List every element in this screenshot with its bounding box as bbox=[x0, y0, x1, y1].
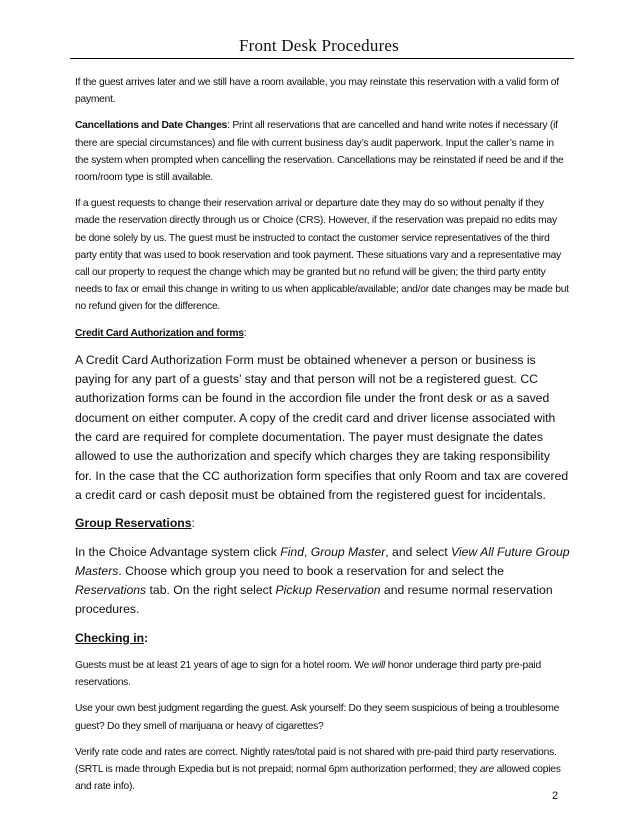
page-title: Front Desk Procedures bbox=[238, 36, 399, 55]
reservations-term: Reservations bbox=[75, 583, 147, 598]
document-body bbox=[75, 74, 570, 795]
group-heading-line bbox=[75, 514, 570, 533]
find-menu-term: Find bbox=[280, 544, 304, 559]
age-text-1: Guests must be at least 21 years of age to sign for a hotel room. We bbox=[75, 660, 372, 671]
cancellations-text: : Print all reservations that are cancelled and hand write notes if necessary (if there are special circumstances) and file with current business day’s audit paperwork. Input the caller’s name in the system when prompted when cancelling the reservation. Cancellations may be reinstated if need be and if the room/room type is still available. bbox=[75, 120, 564, 184]
credit-card-heading-line bbox=[75, 325, 570, 342]
credit-card-colon: : bbox=[243, 327, 247, 339]
group-text-2: , bbox=[303, 544, 311, 559]
rates-text-1: Verify rate code and rates are correct. Nightly rates/total paid is not shared with pre-paid third party reservations. (SRTL is made through Expedia but is not prepaid; normal 6pm authorization performed; they bbox=[75, 746, 557, 776]
view-all-term: View All Future Group Masters bbox=[75, 544, 570, 578]
page-number: 2 bbox=[552, 790, 559, 802]
header-rule bbox=[70, 58, 574, 59]
credit-card-heading: Credit Card Authorization and forms bbox=[75, 327, 244, 339]
cancellations-paragraph bbox=[75, 117, 570, 186]
checking-heading: Checking in bbox=[75, 630, 145, 645]
credit-card-paragraph: A Credit Card Authorization Form must be obtained whenever a person or business is paying for any part of a guests’ stay and that person will not be a registered guest. CC authorization forms can be found in the accordion file under the front desk or as a saved document on either computer. A copy of the credit card and driver license associated with the card are required for complete documentation. The payer must designate the dates allowed to use the authorization and specify which charges they are taking responsibility for. In the case that the CC authorization form specifies that only Room and tax are covered a credit card or cash deposit must be obtained from the registered guest for incidentals. bbox=[75, 352, 569, 502]
judgment-paragraph: Use your own best judgment regarding the guest. Ask yourself: Do they seem suspicious of being a troublesome guest? Do they smell of marijuana or heavy of cigarettes? bbox=[75, 703, 560, 732]
group-heading: Group Reservations bbox=[75, 516, 192, 531]
are-emphasis: are bbox=[479, 764, 494, 776]
group-text-6: and resume normal reservation procedures. bbox=[75, 583, 553, 617]
rates-text-2: allowed copies and rate info). bbox=[75, 764, 561, 793]
group-master-term: Group Master bbox=[310, 544, 386, 559]
pickup-reservation-term: Pickup Reservation bbox=[275, 583, 381, 598]
cancellations-heading: Cancellations and Date Changes bbox=[75, 120, 228, 132]
reinstate-paragraph: If the guest arrives later and we still have a room available, you may reinstate this reservation with a valid form of payment. bbox=[75, 77, 559, 106]
checking-colon: : bbox=[144, 630, 149, 645]
age-text-2: honor underage third party pre-paid reservations. bbox=[75, 660, 541, 689]
group-paragraph bbox=[75, 543, 570, 620]
group-text-1: In the Choice Advantage system click bbox=[75, 544, 281, 559]
age-paragraph bbox=[75, 657, 570, 691]
group-text-3: , and select bbox=[385, 544, 451, 559]
group-colon: : bbox=[191, 516, 195, 531]
rates-paragraph bbox=[75, 744, 570, 796]
will-emphasis: will bbox=[371, 660, 386, 671]
group-text-4: . Choose which group you need to book a reservation for and select the bbox=[118, 563, 504, 578]
group-text-5: tab. On the right select bbox=[146, 583, 276, 598]
date-change-paragraph: If a guest requests to change their reservation arrival or departure date they may do so without penalty if they made the reservation directly through us or Choice (CRS). However, if the reservation was prepaid no edits may be done solely by us. The guest must be instructed to contact the customer service representatives of the third party entity that was used to book reservation and took payment. These situations vary and a representative may call our property to request the change which may be granted but no refund will be given; the third party entity needs to fax or email this change in writing to us when applicable/available; and/or date changes may be made but no refund given for the difference. bbox=[75, 198, 569, 313]
checking-heading-line bbox=[75, 629, 570, 648]
